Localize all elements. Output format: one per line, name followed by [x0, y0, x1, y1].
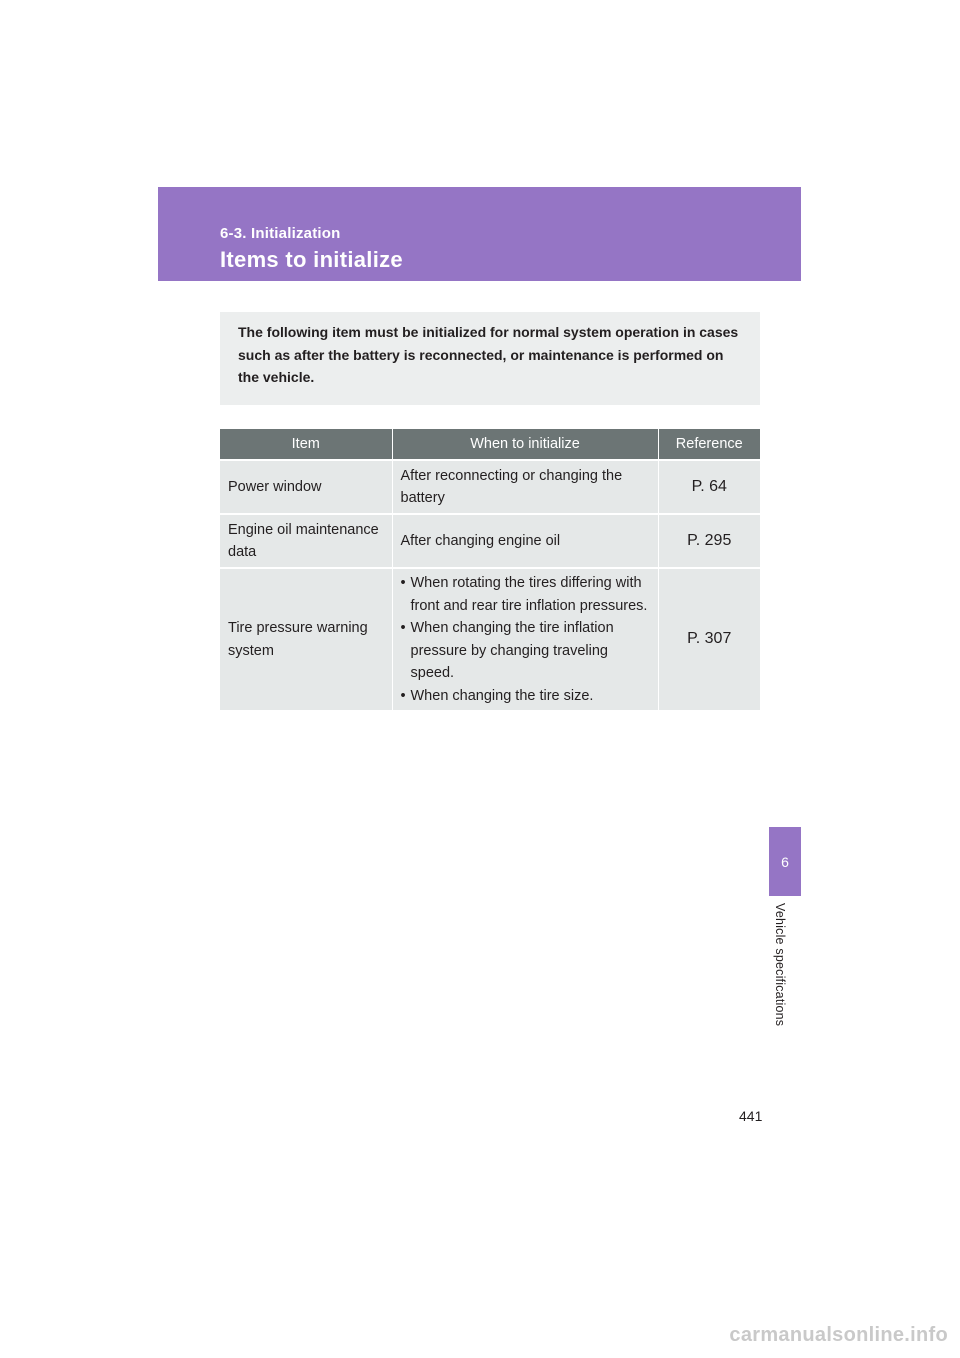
- initialization-table: [220, 429, 760, 710]
- reference-cell: P. 307: [658, 568, 760, 710]
- item-cell: Power window: [220, 460, 392, 514]
- table-row: [220, 568, 760, 710]
- reference-cell: P. 295: [658, 514, 760, 568]
- section-label: 6-3. Initialization: [220, 225, 341, 242]
- table-header-row: [220, 429, 760, 460]
- watermark: carmanualsonline.info: [729, 1324, 948, 1346]
- item-cell: Engine oil maintenance data: [220, 514, 392, 568]
- chapter-tab: 6: [769, 827, 801, 896]
- column-header-when: When to initialize: [392, 429, 658, 460]
- table-row: [220, 514, 760, 568]
- header-band: [158, 187, 801, 281]
- column-header-reference: Reference: [658, 429, 760, 460]
- column-header-item: Item: [220, 429, 392, 460]
- when-cell: [392, 568, 658, 710]
- list-item: • When rotating the tires differing with front and rear tire inflation pressures.: [401, 572, 650, 617]
- reference-cell: P. 64: [658, 460, 760, 514]
- chapter-label: Vehicle specifications: [773, 903, 787, 1027]
- item-cell: Tire pressure warning system: [220, 568, 392, 710]
- list-item: • When changing the tire inflation pressure by changing traveling speed.: [401, 617, 650, 685]
- intro-box: [220, 312, 760, 405]
- table-row: [220, 460, 760, 514]
- page-title: Items to initialize: [220, 247, 403, 272]
- when-bullet-list: [401, 572, 650, 707]
- when-cell: After reconnecting or changing the battery: [392, 460, 658, 514]
- intro-text: The following item must be initialized for normal system operation in cases such as after the battery is reconnected, or maintenance is performed on the vehicle.: [238, 324, 739, 385]
- list-item: • When changing the tire size.: [401, 685, 650, 708]
- when-cell: After changing engine oil: [392, 514, 658, 568]
- page-number: 441: [739, 1108, 763, 1124]
